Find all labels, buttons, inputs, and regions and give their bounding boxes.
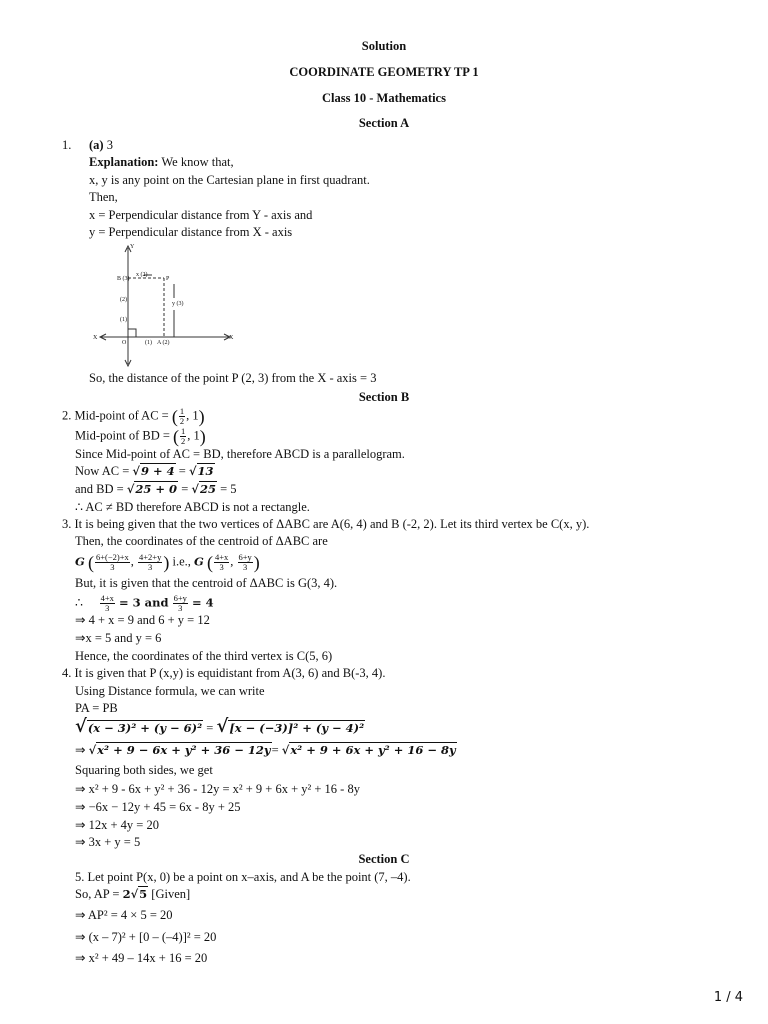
- q4-line-9: ⇒ 12x + 4y = 20: [75, 818, 159, 832]
- q3-line-7: ⇒x = 5 and y = 6: [75, 631, 162, 645]
- fig-label-b3: B (3): [117, 276, 130, 282]
- q3-equation: ∴ $\frac{4+x}{3}$ = 3 and $\frac{6+y}{3}$ = 4: [75, 593, 214, 613]
- fig-label-xa1: (1): [145, 340, 152, 346]
- q1-answer-value: 3: [106, 138, 113, 152]
- q4-line-6: Squaring both sides, we get: [75, 763, 213, 777]
- section-a-heading: Section A: [358, 116, 410, 130]
- q5-line-5: ⇒ x² + 49 – 14x + 16 = 20: [75, 951, 208, 965]
- q2-line-2: Mid-point of BD = ( $\frac{1}{2}$ , 1): [75, 426, 206, 447]
- q2-line-3: Since Mid-point of AC = BD, therefore ABCD is a parallelogram.: [75, 447, 405, 461]
- q2-line-6: ∴ AC ≠ BD therefore ABCD is not a rectangle.: [75, 500, 310, 514]
- q3-line-4: But, it is given that the centroid of ΔABC is G(3, 4).: [75, 576, 338, 590]
- q5-line-4: ⇒ (x – 7)² + [0 – (–4)]² = 20: [75, 930, 217, 944]
- q3-centroid-expression: G ( $\frac{6+(-2)+x}{3}$ , $\frac{4+2+y}{3}$ ) i.e., G ( $\frac{4+x}{3}$ , $\frac{6+y}{3}$ ): [75, 552, 260, 573]
- q3-line-8: Hence, the coordinates of the third vertex is C(5, 6): [75, 649, 333, 663]
- page-title: COORDINATE GEOMETRY TP 1: [289, 65, 479, 79]
- fig-label-y3: y (3): [172, 301, 184, 307]
- fig-label-xa2: A (2): [157, 340, 170, 346]
- q3-line-6: ⇒ 4 + x = 9 and 6 + y = 12: [75, 613, 210, 627]
- fig-label-t2: (2): [120, 297, 127, 303]
- q1-explanation: [89, 154, 234, 170]
- q1-line-1: We know that,: [161, 155, 234, 169]
- q1-line-3: Then,: [89, 190, 118, 204]
- q2-fraction-2: $\frac{1}{2}$: [181, 426, 186, 446]
- fig-label-x-prime: X: [93, 335, 98, 341]
- section-c-heading: Section C: [358, 852, 410, 866]
- q4-line-7: ⇒ x² + 9 - 6x + y² + 36 - 12y = x² + 9 + 6x + y² + 16 - 8y: [75, 782, 360, 796]
- fig-label-x2: x (2): [136, 272, 148, 278]
- solution-heading: Solution: [361, 39, 407, 53]
- q1-explanation-label: Explanation:: [89, 155, 159, 169]
- q1-answer-label: (a): [89, 138, 104, 152]
- q1-answer: [89, 137, 113, 153]
- q1-conclusion: So, the distance of the point P (2, 3) from the X - axis = 3: [89, 371, 377, 385]
- q1-line-2: x, y is any point on the Cartesian plane in first quadrant.: [89, 173, 370, 187]
- q1-number: 1.: [62, 138, 72, 152]
- page-subtitle: Class 10 - Mathematics: [322, 91, 446, 105]
- q1-line-5: y = Perpendicular distance from X - axis: [89, 225, 293, 239]
- q5-line-3: ⇒ AP² = 4 × 5 = 20: [75, 908, 173, 922]
- q1-line-4: x = Perpendicular distance from Y - axis and: [89, 208, 313, 222]
- q5-line-2: So, AP = 2√5 [Given]: [75, 887, 191, 901]
- section-b-heading: Section B: [358, 390, 410, 404]
- q4-equation-1: √(x − 3)² + (y − 6)² = √[x − (−3)]² + (y − 4)²: [75, 716, 365, 737]
- fig-label-x: X: [229, 335, 234, 341]
- fig-label-p: P: [166, 276, 170, 282]
- q4-line-3: PA = PB: [75, 701, 118, 715]
- q2-fraction-1: $\frac{1}{2}$: [179, 406, 185, 426]
- fig-label-origin: O: [122, 340, 127, 346]
- q2-line-1: 2. Mid-point of AC = ( $\frac{1}{2}$ , 1): [62, 406, 205, 427]
- q1-coordinate-figure: [90, 240, 240, 370]
- q4-line-2: Using Distance formula, we can write: [75, 684, 265, 698]
- page-counter: 1 / 4: [713, 990, 743, 1005]
- q4-line-1: 4. It is given that P (x,y) is equidistant from A(3, 6) and B(-3, 4).: [62, 666, 386, 680]
- q2-line-4: Now AC = √9 + 4 = √13: [75, 464, 214, 478]
- q3-line-1: 3. It is being given that the two vertices of ΔABC are A(6, 4) and B (-2, 2). Let its third vertex be C(x, y).: [62, 517, 590, 531]
- q4-equation-2: ⇒ √x² + 9 − 6x + y² + 36 − 12y= √x² + 9 + 6x + y² + 16 − 8y: [75, 743, 456, 757]
- fig-label-y: Y: [130, 244, 135, 250]
- q4-line-8: ⇒ −6x − 12y + 45 = 6x - 8y + 25: [75, 800, 241, 814]
- q5-line-1: 5. Let point P(x, 0) be a point on x–axis, and A be the point (7, –4).: [75, 870, 411, 884]
- q2-line-5: and BD = √25 + 0 = √25 = 5: [75, 482, 237, 496]
- q3-line-2: Then, the coordinates of the centroid of ΔABC are: [75, 534, 328, 548]
- fig-label-t1: (1): [120, 317, 127, 323]
- q4-line-10: ⇒ 3x + y = 5: [75, 835, 141, 849]
